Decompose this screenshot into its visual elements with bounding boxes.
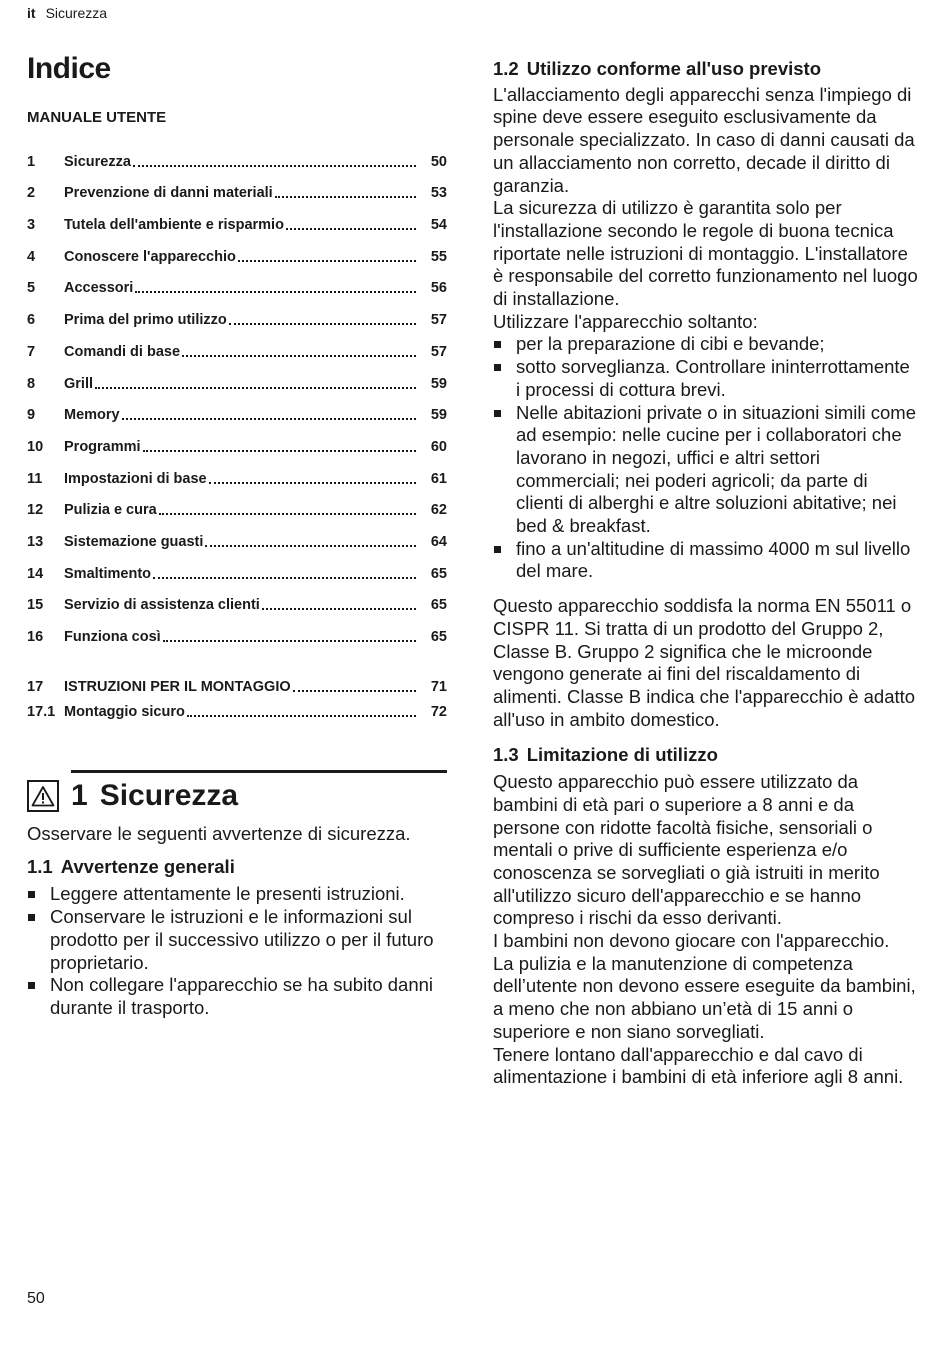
- toc-entry-title: Memory: [64, 407, 120, 424]
- intended-use-list: [493, 333, 918, 583]
- toc-entry-title: Accessori: [64, 280, 134, 297]
- toc-entry-title: Impostazioni di base: [64, 470, 207, 487]
- toc-entry-number: 17.1: [27, 703, 56, 720]
- chapter-safety: [27, 770, 447, 1020]
- paragraph: La sicurezza di utilizzo è garantita solo per l'installazione secondo le regole di buona tecnica riportate nelle istruzioni di montaggio. L'installatore è responsabile del corretto funzionamento nel luogo di installazione.: [493, 197, 918, 310]
- list-item: Non collegare l'apparecchio se ha subito danni durante il trasporto.: [27, 974, 447, 1019]
- list-item: Conservare le istruzioni e le informazioni sul prodotto per il successivo utilizzo o per il futuro proprietario.: [27, 906, 447, 974]
- toc-entry-title: ISTRUZIONI PER IL MONTAGGIO: [64, 678, 291, 695]
- toc-entry-page: 65: [430, 597, 447, 614]
- toc-entry-number: 11: [27, 470, 43, 487]
- toc-section-label: MANUALE UTENTE: [27, 109, 167, 126]
- toc-entry-number: 3: [27, 217, 36, 234]
- toc-entry: [27, 589, 447, 621]
- section-heading-1-2: [493, 58, 918, 81]
- paragraph: I bambini non devono giocare con l'apparecchio.: [493, 930, 890, 952]
- toc-entry-page: 59: [430, 375, 447, 392]
- toc-entry-page: 57: [430, 343, 447, 360]
- running-head: [27, 5, 107, 21]
- paragraph: La pulizia e la manutenzione di competenza dell’utente non devono essere eseguite da bambini, a meno che non abbiano un’età di 15 anni o superiore e non siano sorvegliati.: [493, 952, 916, 1042]
- warning-triangle-icon: [27, 780, 59, 812]
- toc-entry-number: 2: [27, 185, 36, 202]
- toc-entry-page: 59: [430, 407, 447, 424]
- toc-entry-title: Prevenzione di danni materiali: [64, 185, 273, 202]
- toc-entry-page: 61: [430, 470, 447, 487]
- toc-leader-dots: [182, 355, 416, 357]
- list-item: per la preparazione di cibi e bevande;: [493, 333, 918, 356]
- toc-entry-number: 1: [27, 153, 36, 170]
- toc-entry-number: 10: [27, 438, 44, 455]
- toc-entry-page: 71: [430, 678, 447, 695]
- toc-entry-number: 17: [27, 678, 44, 695]
- toc-entry-number: 8: [27, 375, 36, 392]
- right-column: [493, 58, 918, 1089]
- paragraph: Questo apparecchio può essere utilizzato da bambini di età pari o superiore a 8 anni e da persone con ridotte facoltà fisiche, sensoriali o mentali o prive di sufficiente esperienza e/o conoscenza se sorvegliati o già istruiti in merito all'utilizzo sicuro dell'apparecchio e se hanno compreso i rischi da esso derivanti.: [493, 771, 880, 929]
- toc-entry-title: Prima del primo utilizzo: [64, 312, 227, 329]
- toc-leader-dots: [187, 715, 416, 717]
- toc-entry: [27, 494, 447, 526]
- toc-entry: [27, 430, 447, 462]
- toc-leader-dots: [262, 608, 416, 610]
- general-warnings-list: [27, 883, 447, 1019]
- section-title: Avvertenze generali: [60, 855, 235, 877]
- paragraph: Questo apparecchio soddisfa la norma EN 55011 o CISPR 11. Si tratta di un prodotto del Gruppo 2, Classe B. Gruppo 2 significa che le microonde vengono generate ai fini del riscaldamento di alimenti. Classe B indica che l'apparecchio è adatto all'uso in ambito domestico.: [493, 595, 916, 730]
- chapter-rule: [71, 770, 447, 773]
- toc-entry-page: 60: [430, 438, 447, 455]
- toc-entry-number: 13: [27, 533, 44, 550]
- toc-entry: [27, 272, 447, 304]
- toc-entry: [27, 702, 447, 727]
- toc-leader-dots: [163, 640, 416, 642]
- section-number: 1.2: [493, 58, 519, 79]
- paragraph: L'allacciamento degli apparecchi senza l'impiego di spine deve essere eseguito esclusivamente da personale specializzato. In caso di danni causati da un allacciamento non corretto, decade il diritto di garanzia.: [493, 83, 915, 196]
- toc-entry: [27, 670, 447, 702]
- toc-entry: [27, 208, 447, 240]
- toc-entry-title: Smaltimento: [64, 565, 152, 582]
- toc-entry: [27, 399, 447, 431]
- toc-entry-title: Grill: [64, 375, 94, 392]
- toc-entry: [27, 145, 447, 177]
- toc-leader-dots: [293, 690, 416, 692]
- toc-entry-number: 5: [27, 280, 36, 297]
- toc-leader-dots: [209, 482, 416, 484]
- toc-entry-page: 56: [430, 280, 447, 297]
- section-heading-1-3: [493, 744, 918, 767]
- chapter-title-text: Sicurezza: [99, 779, 239, 812]
- toc-entry-title: Servizio di assistenza clienti: [64, 597, 260, 614]
- section-number: 1.3: [493, 744, 519, 766]
- toc-entry-number: 12: [27, 502, 44, 519]
- toc-entry: [27, 367, 447, 399]
- toc-entry-page: 72: [430, 703, 447, 720]
- list-item: Nelle abitazioni private o in situazioni simili come ad esempio: nelle cucine per i collaboratori che lavorano in negozi, uffici e altri settori commerciali; nei poderi agricoli; da parte di clienti di alberghi e altre soluzioni abitative; nei bed & breakfast.: [493, 402, 918, 538]
- toc-entry-number: 14: [27, 565, 44, 582]
- toc-list: [27, 145, 447, 727]
- toc-leader-dots: [122, 418, 416, 420]
- toc-entry-page: 54: [430, 217, 447, 234]
- toc-leader-dots: [159, 513, 416, 515]
- toc-leader-dots: [286, 228, 416, 230]
- toc-entry-title: Programmi: [64, 438, 141, 455]
- paragraph: Utilizzare l'apparecchio soltanto:: [493, 310, 758, 332]
- toc-entry-number: 4: [27, 248, 36, 265]
- page-number: 50: [27, 1290, 45, 1307]
- toc-leader-dots: [133, 165, 416, 167]
- list-item: Leggere attentamente le presenti istruzioni.: [27, 883, 447, 906]
- toc-entry: [27, 335, 447, 367]
- toc-entry-title: Sistemazione guasti: [64, 533, 204, 550]
- toc-entry-page: 53: [430, 185, 447, 202]
- toc-entry-page: 55: [430, 248, 447, 265]
- chapter-heading: [27, 775, 447, 817]
- toc-entry-page: 57: [430, 312, 447, 329]
- toc-leader-dots: [95, 387, 416, 389]
- list-item: fino a un'altitudine di massimo 4000 m sul livello del mare.: [493, 538, 918, 583]
- toc-entry: [27, 557, 447, 589]
- toc-entry: [27, 620, 447, 652]
- toc-entry-number: 15: [27, 597, 44, 614]
- toc-entry-title: Funziona così: [64, 629, 161, 645]
- paragraph: Tenere lontano dall'apparecchio e dal cavo di alimentazione i bambini di età inferiore agli 8 anni.: [493, 1043, 904, 1088]
- toc-leader-dots: [205, 545, 416, 547]
- toc-leader-dots: [143, 450, 416, 452]
- toc-entry-page: 65: [430, 565, 447, 582]
- section-number: 1.1: [27, 855, 53, 877]
- section-heading-1-1: [27, 856, 447, 879]
- toc-leader-dots: [153, 577, 416, 579]
- toc-entry-page: 64: [430, 533, 447, 550]
- list-item: sotto sorveglianza. Controllare ininterrottamente i processi di cottura brevi.: [493, 356, 918, 401]
- toc-entry-title: Montaggio sicuro: [64, 703, 185, 720]
- toc-entry-number: 9: [27, 407, 36, 424]
- toc-entry: [27, 177, 447, 209]
- toc-entry-title: Tutela dell'ambiente e risparmio: [64, 217, 284, 234]
- section-title: Utilizzo conforme all'uso previsto: [526, 58, 821, 79]
- toc-entry: [27, 525, 447, 557]
- toc-entry: [27, 303, 447, 335]
- language-code: it: [27, 5, 36, 21]
- toc-entry-title: Conoscere l'apparecchio: [64, 248, 236, 265]
- toc-entry-number: 6: [27, 312, 36, 329]
- toc-leader-dots: [135, 291, 416, 293]
- toc-entry-page: 62: [430, 502, 447, 519]
- toc-entry-title: Sicurezza: [64, 153, 131, 170]
- toc-entry-page: 65: [430, 629, 447, 645]
- toc-title: Indice: [27, 52, 111, 85]
- toc-entry-title: Pulizia e cura: [64, 502, 157, 519]
- toc-entry-page: 50: [430, 153, 447, 170]
- toc-leader-dots: [229, 323, 416, 325]
- section-title: Limitazione di utilizzo: [526, 744, 718, 766]
- table-of-contents: [27, 52, 447, 727]
- toc-leader-dots: [275, 196, 416, 198]
- running-head-section: Sicurezza: [45, 5, 108, 21]
- toc-entry-number: 16: [27, 629, 44, 645]
- chapter-title: [71, 779, 238, 813]
- toc-entry: [27, 462, 447, 494]
- chapter-intro: Osservare le seguenti avvertenze di sicurezza.: [27, 823, 411, 844]
- toc-entry: [27, 240, 447, 272]
- toc-entry-number: 7: [27, 343, 36, 360]
- chapter-number: 1: [71, 779, 88, 812]
- toc-entry-title: Comandi di base: [64, 343, 181, 360]
- toc-leader-dots: [238, 260, 416, 262]
